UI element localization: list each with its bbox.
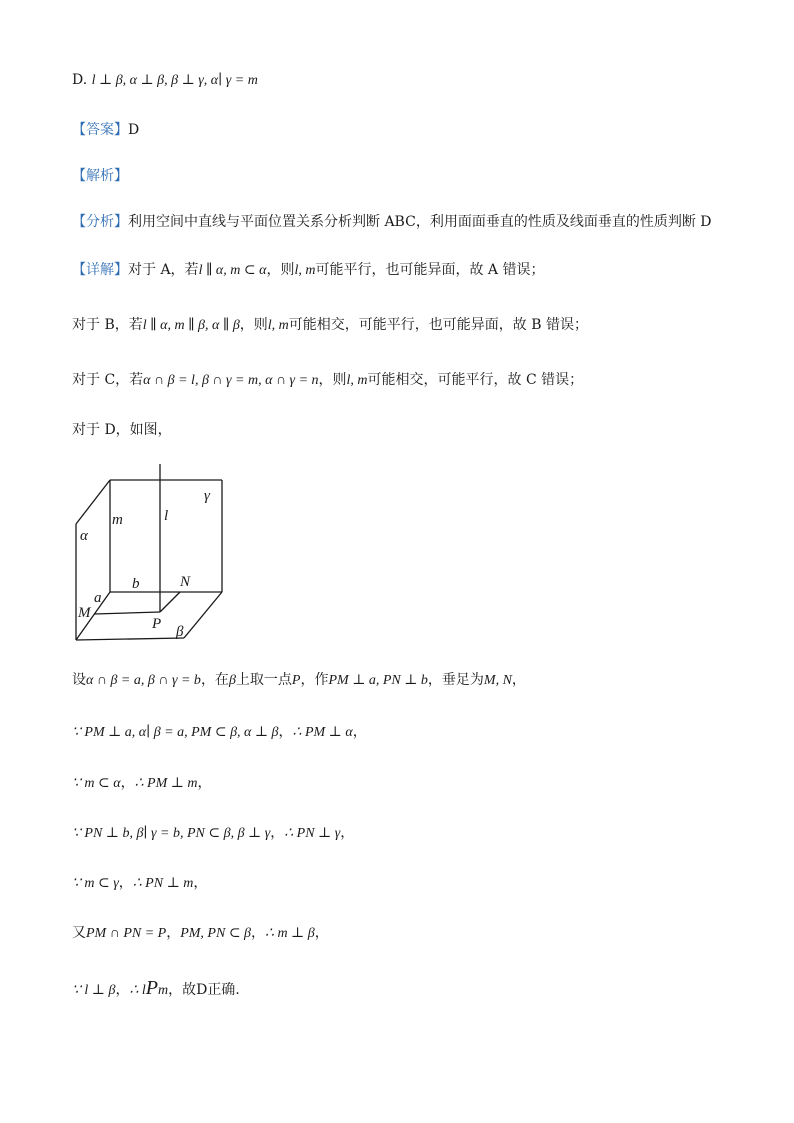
math: m	[157, 983, 169, 998]
math: ∵ m ⊂ α	[72, 776, 121, 791]
option-d-label: D.	[72, 72, 92, 88]
plane-beta-edge	[184, 592, 222, 638]
label-gamma: γ	[204, 488, 210, 504]
math: l, m	[267, 318, 289, 333]
plane-beta-edge	[76, 638, 184, 640]
segment-PN	[160, 592, 180, 612]
text: ，	[120, 775, 135, 791]
label-beta: β	[176, 624, 184, 640]
geometry-figure	[72, 462, 232, 652]
text: ，则	[239, 317, 268, 333]
text: ，垂足为	[427, 672, 484, 688]
detail-d: 对于 D，如图，	[72, 422, 172, 438]
text: 可能平行，也可能异面，故 A 错误；	[315, 262, 545, 278]
text: 对于 A，若	[128, 262, 199, 278]
math: l, m	[294, 263, 316, 278]
text: ，	[193, 875, 208, 891]
label-b: b	[132, 576, 140, 592]
label-l: l	[164, 508, 169, 524]
math: ∵ l ⊥ β	[72, 983, 116, 998]
text: ，	[314, 925, 329, 941]
detail-c	[72, 370, 754, 391]
analysis-tag: 【解析】	[72, 168, 128, 184]
text: 可能相交，可能平行，故 C 错误；	[367, 372, 584, 388]
plane-alpha-edge	[76, 480, 110, 524]
math: D	[196, 982, 208, 998]
label-M: M	[78, 605, 91, 621]
math: ∴ m ⊥ β	[265, 926, 315, 941]
parallel-symbol: P	[145, 977, 158, 999]
detail-a	[72, 260, 754, 281]
math: P	[291, 673, 301, 688]
math: l ∥ α, m ⊂ α	[198, 263, 267, 278]
math: β	[228, 673, 236, 688]
label-P: P	[152, 616, 162, 632]
math: ∴ l	[129, 983, 146, 998]
text: ，	[115, 982, 130, 998]
option-d-math: l ⊥ β, α ⊥ β, β ⊥ γ, α∣ γ = m	[91, 73, 258, 88]
segment-PM	[94, 612, 160, 614]
text: ，在	[200, 672, 229, 688]
text: 设	[72, 672, 86, 688]
math: ∴ PM ⊥ α	[292, 725, 353, 740]
text: ，	[352, 724, 367, 740]
text: ，则	[266, 262, 295, 278]
fenxi-line	[72, 212, 754, 232]
math: ∵ PM ⊥ a, α∣ β = a, PM ⊂ β, α ⊥ β	[72, 725, 279, 740]
detail-b	[72, 315, 754, 336]
fenxi-text: 利用空间中直线与平面位置关系分析判断 ABC，利用面面垂直的性质及线面垂直的性质判断 D	[128, 214, 712, 230]
text: 上取一点	[235, 672, 292, 688]
detail-tag: 【详解】	[72, 262, 128, 278]
text: ，则	[318, 372, 347, 388]
text: ，	[251, 925, 266, 941]
text: ，	[118, 875, 133, 891]
math: PM, PN ⊂ β	[180, 926, 252, 941]
option-d	[72, 70, 754, 91]
label-m: m	[112, 512, 123, 528]
math: α ∩ β = a, β ∩ γ = b	[86, 673, 201, 688]
answer-line	[72, 120, 754, 140]
text: 又	[72, 925, 86, 941]
proof-s3	[72, 773, 754, 794]
text: ，故	[168, 982, 197, 998]
fenxi-tag: 【分析】	[72, 214, 128, 230]
text: ，	[340, 825, 355, 841]
text: 可能相交，可能平行，也可能异面，故 B 错误；	[288, 317, 588, 333]
text: 正确.	[207, 982, 240, 998]
text: ，	[270, 825, 285, 841]
math: M, N	[483, 673, 512, 688]
label-alpha: α	[80, 528, 88, 544]
text: 对于 B，若	[72, 317, 143, 333]
proof-s7	[72, 978, 754, 1001]
proof-s5	[72, 873, 754, 894]
math: PM ⊥ a, PN ⊥ b	[328, 673, 428, 688]
math: ∴ PN ⊥ m	[132, 876, 194, 891]
answer-tag: 【答案】	[72, 122, 128, 138]
label-a: a	[94, 590, 102, 606]
math: α ∩ β = l, β ∩ γ = m, α ∩ γ = n	[143, 373, 319, 388]
math: PM ∩ PN = P	[86, 926, 167, 941]
text: ，	[278, 724, 293, 740]
text: ，	[166, 925, 181, 941]
answer-value: D	[128, 122, 140, 138]
text: ，作	[300, 672, 329, 688]
text: ，	[511, 672, 526, 688]
proof-s4	[72, 823, 754, 844]
proof-s6	[72, 923, 754, 944]
text: ，	[197, 775, 212, 791]
math: l, m	[346, 373, 368, 388]
math: ∴ PN ⊥ γ	[284, 826, 341, 841]
math: ∵ PN ⊥ b, β∣ γ = b, PN ⊂ β, β ⊥ γ	[72, 826, 271, 841]
label-N: N	[180, 574, 191, 590]
proof-s2	[72, 722, 754, 743]
math: ∵ m ⊂ γ	[72, 876, 119, 891]
proof-s1	[72, 670, 754, 691]
text: 对于 C，若	[72, 372, 144, 388]
math: ∴ PM ⊥ m	[134, 776, 198, 791]
math: l ∥ α, m ∥ β, α ∥ β	[142, 318, 240, 333]
